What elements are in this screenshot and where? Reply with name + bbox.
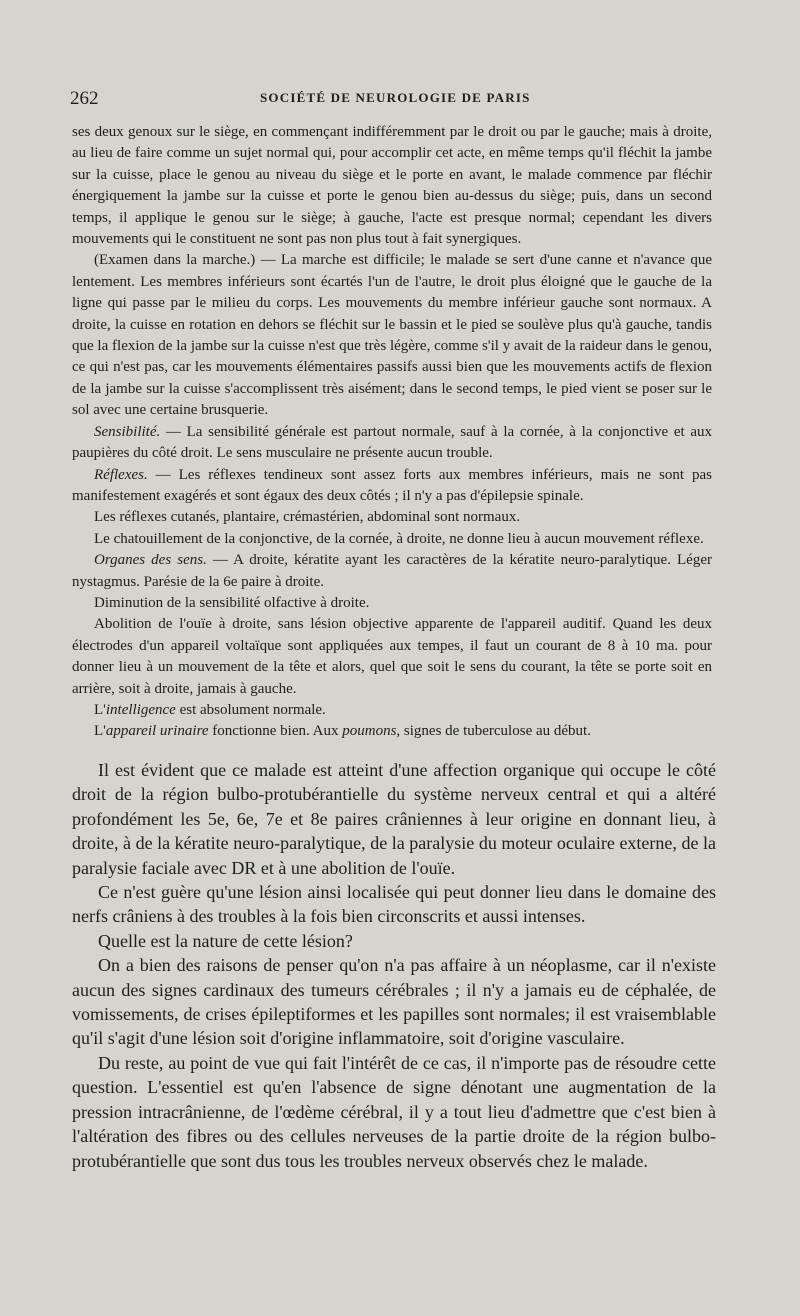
intelligence-text: est absolument normale.	[175, 701, 326, 718]
intelligence-heading: intelligence	[105, 701, 176, 718]
paragraph-intelligence	[72, 700, 712, 721]
sense-organs-heading: Organes des sens.	[94, 552, 207, 569]
paragraph-olfaction: Diminution de la sensibilité olfactive à droite.	[94, 594, 370, 611]
paragraph-question: Quelle est la nature de cette lésion?	[98, 930, 353, 951]
sensibility-heading: Sensibilité.	[94, 423, 161, 440]
paragraph-sensibility	[72, 422, 712, 465]
paragraph-cutaneous-reflexes: Les réflexes cutanés, plantaire, crémastérien, abdominal sont normaux.	[94, 509, 521, 526]
urinary-text: fonctionne bien. Aux	[208, 723, 343, 740]
sensibility-text: — La sensibilité générale est partout normale, sauf à la cornée, à la conjonctive et aux paupières du côté droit. Le sens musculaire ne présente aucun trouble.	[72, 423, 712, 462]
paragraph-urinary-lungs	[72, 721, 712, 742]
page-number: 262	[70, 88, 99, 109]
paragraph-gait-exam: (Examen dans la marche.) — La marche est difficile; le malade se sert d'une canne et n'avance que lentement. Les membres inférieurs sont écartés l'un de l'autre, le droit plus éloigné que le gauche de la ligne qui passe par le milieu du corps. Les mouvements du membre inférieur gauche sont normaux. A droite, la cuisse en rotation en dehors se fléchit sur le bassin et le pied se soulève plus qu'à gauche, tandis que la flexion de la jambe sur la cuisse n'est que très légère, comme s'il y avait de la raideur dans le genou, ce qui n'est pas, car les mouvements élémentaires passifs aussi bien que les mouvements actifs de flexion de la jambe sur la cuisse s'accomplissent très aisément; dans le second temps, le pied vient se poser sur le sol avec une certaine brusquerie.	[72, 252, 712, 419]
running-title: SOCIÉTÉ DE NEUROLOGIE DE PARIS	[260, 90, 531, 105]
intelligence-article: L'	[94, 701, 106, 718]
urinary-heading: appareil urinaire	[105, 723, 209, 740]
discussion-section	[72, 758, 716, 1173]
paragraph-diagnosis: Il est évident que ce malade est atteint d'une affection organique qui occupe le côté droit de la région bulbo-protubérantielle du système nerveux central et qui a altéré profondément les 5e, 6e, 7e et 8e paires crâniennes à leur origine en donnant lieu, à droite, à de la kératite neuro-paralytique, de la paralysie du moteur oculaire externe, de la paralysie faciale avec DR et à une abolition de l'ouïe.	[72, 760, 716, 878]
paragraph-conclusion: Du reste, au point de vue qui fait l'intérêt de ce cas, il n'importe pas de résoudre cette question. L'essentiel est qu'en l'absence de signe dénotant une augmentation de la pression intracrânienne, de l'œdème cérébral, il y a tout lieu d'admettre que c'est bien à l'altération des fibres ou des cellules nerveuses de la partie droite de la région bulbo-protubérantielle que sont dus tous les troubles nerveux observés chez le malade.	[72, 1052, 716, 1171]
paragraph-sense-organs	[72, 550, 712, 593]
paragraph-knee-movement: ses deux genoux sur le siège, en commençant indifféremment par le droit ou par le gauche; mais à droite, au lieu de faire comme un sujet normal qui, pour accomplir cet acte, en même temps qu'il fléchit la jambe sur la cuisse, place le genou au niveau du siège et le porte en avant, le malade commence par fléchir énergiquement la jambe sur la cuisse et porte le genou bien au-dessus du siège; puis, dans un second temps, il applique le genou sur le siège; à gauche, l'acte est presque normal; cependant les divers mouvements qui le constituent ne sont pas non plus tout à fait synergiques.	[72, 124, 712, 248]
paragraph-hearing: Abolition de l'ouïe à droite, sans lésion objective apparente de l'appareil auditif. Quand les deux électrodes d'un appareil voltaïque sont appliquées aux tempes, il faut un courant de 8 à 10 ma. pour donner lieu à un mouvement de la tête et alors, quel que soit le sens du courant, la tête se porte soit en arrière, soit à droite, jamais à gauche.	[72, 616, 712, 697]
paragraph-localization: Ce n'est guère qu'une lésion ainsi localisée qui peut donner lieu dans le domaine des nerfs crâniens à des troubles à la fois bien circonscrits et aussi intenses.	[72, 882, 716, 927]
sense-organs-text: — A droite, kératite ayant les caractères de la kératite neuro-paralytique. Léger nystagmus. Parésie de la 6e paire à droite.	[72, 552, 712, 590]
paragraph-nature: On a bien des raisons de penser qu'on n'a pas affaire à un néoplasme, car il n'existe aucun des signes cardinaux des tumeurs cérébrales ; il n'y a jamais eu de céphalée, de vomissements, de crises épileptiformes et les papilles sont normales; il est vraisemblable qu'il s'agit d'une lésion soit d'origine inflammatoire, soit d'origine vasculaire.	[72, 955, 716, 1049]
urinary-article: L'	[94, 723, 106, 740]
paragraph-conjunctiva: Le chatouillement de la conjonctive, de la cornée, à droite, ne donne lieu à aucun mouvement réflexe.	[94, 530, 704, 547]
reflexes-text: — Les réflexes tendineux sont assez forts aux membres inférieurs, mais ne sont pas manifestement exagérés et sont égaux des deux côtés ; il n'y a pas d'épilepsie spinale.	[72, 466, 712, 504]
reflexes-heading: Réflexes.	[94, 466, 148, 483]
lungs-heading: poumons	[342, 723, 397, 740]
lungs-text: , signes de tuberculose au début.	[396, 723, 591, 740]
paragraph-reflexes	[72, 465, 712, 508]
clinical-observation-section	[72, 122, 712, 743]
